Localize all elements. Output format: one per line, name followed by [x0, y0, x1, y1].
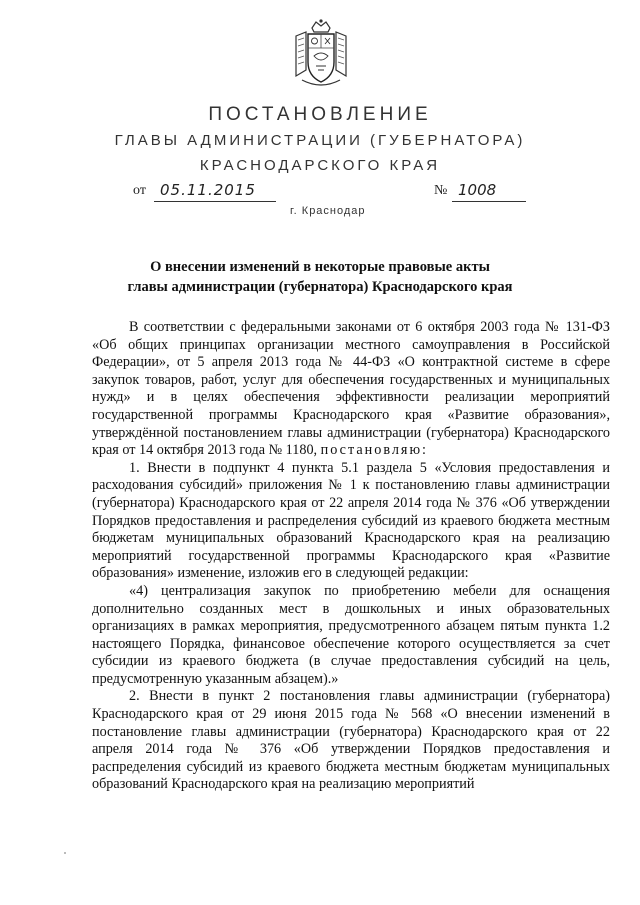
paragraph-item-2: 2. Внести в пункт 2 постановления главы администрации (губернатора) Краснодарского края от 29 июня 2015 года № 568 «О внесении изменений в постановление главы администрации (губернатора) Краснодарского края от 22 апреля 2014 года № 376 «Об утверждении Порядков предоставления и распределения субсидий из краевого бюджета местным бюджетам муниципальных образований Краснодарского края на реализацию мероприятий [92, 688, 610, 793]
issuer-heading: ГЛАВЫ АДМИНИСТРАЦИИ (ГУБЕРНАТОРА) [114, 132, 526, 149]
document-body [92, 319, 610, 794]
number-prefix: № [434, 183, 448, 198]
document-title-line-1: О внесении изменений в некоторые правовые акты [150, 259, 490, 275]
preamble-text: В соответствии с федеральными законами от 6 октября 2003 года № 131-ФЗ «Об общих принципах организации местного самоуправления в Российской Федерации», от 5 апреля 2013 года № 44-ФЗ «О контрактной системе в сфере закупок товаров, работ, услуг для обеспечения государственных и муниципальных нужд» и в целях обеспечения эффективности реализации мероприятий государственной программы Краснодарского края «Развитие образования», утверждённой постановлением главы администрации (губернатора) Краснодарского края от 14 октября 2013 года № 1180, [92, 319, 610, 459]
date-prefix: от [133, 183, 146, 198]
paragraph-item-1: 1. Внести в подпункт 4 пункта 5.1 раздела 5 «Условия предоставления и расходования субсидий» приложения № 1 к постановлению главы администрации (губернатора) Краснодарского края от 22 апреля 2014 года № 376 «Об утверждении Порядков предоставления и распределения субсидий из краевого бюджета местным бюджетам муниципальных образований Краснодарского края на реализацию мероприятий государственной программы Краснодарского края «Развитие образования» изменение, изложив его в следующей редакции: [92, 459, 610, 582]
paragraph-quoted-amendment: «4) централизация закупок по приобретению мебели для оснащения дополнительно созданных мест в дошкольных и иных образовательных организациях в рамках мероприятия, предусмотренного абзацем пятым пункта 1.2 настоящего Порядка, финансовое обеспечение которого осуществляется за счет субсидии из краевого бюджета (в случае предоставления субсидий на цель, предусмотренную указанным абзацем).» [92, 582, 610, 687]
resolve-word: постановляю: [320, 442, 428, 459]
handwritten-number: 1008 [458, 181, 497, 199]
scan-speck [64, 852, 66, 854]
document-type-heading: ПОСТАНОВЛЕНИЕ [208, 104, 432, 125]
city-label: г. Краснодар [290, 205, 366, 217]
region-heading: КРАСНОДАРСКОГО КРАЯ [199, 157, 441, 174]
handwritten-date: 05.11.2015 [160, 181, 256, 199]
coat-of-arms-icon [290, 18, 352, 90]
paragraph-preamble [92, 319, 610, 460]
document-title-line-2: главы администрации (губернатора) Краснодарского края [127, 279, 513, 295]
